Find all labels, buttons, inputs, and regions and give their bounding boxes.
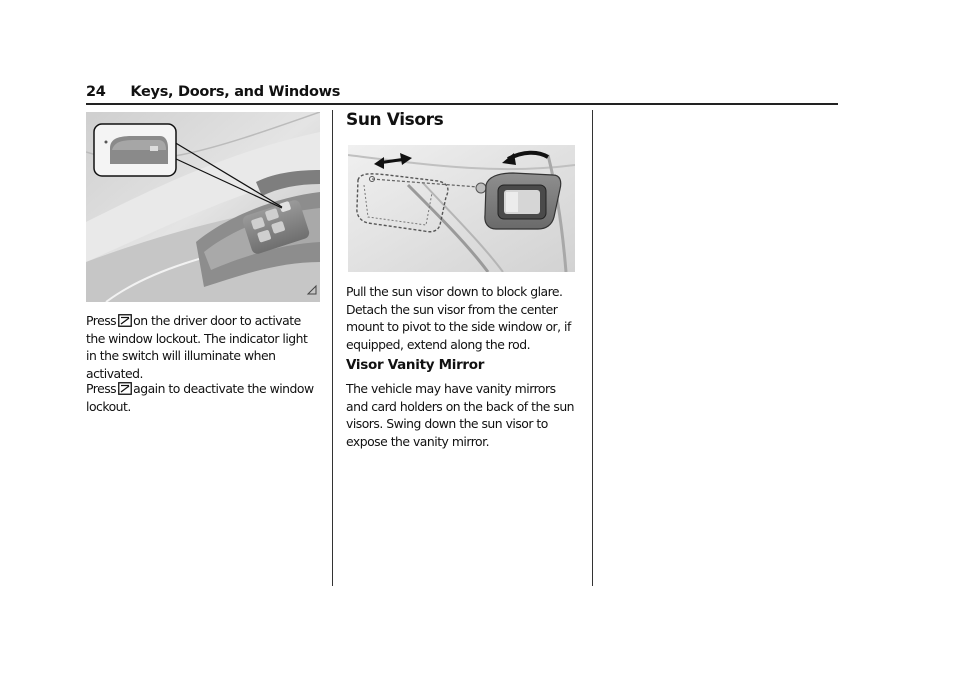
sun-visor-text: Pull the sun visor down to block glare. Detach the sun visor from the center mount to pivot to the side window or, if equipped, extend along the rod.	[346, 284, 571, 352]
deactivate-text: again to deactivate the window lockout.	[86, 381, 314, 414]
vanity-mirror-paragraph	[346, 380, 580, 450]
activate-text: on the driver door to activate the window lockout. The indicator light in the switch will illuminate when activated.	[86, 313, 308, 381]
sun-visors-heading: Sun Visors	[346, 110, 444, 130]
lockout-deactivate-paragraph	[86, 380, 320, 415]
column-divider	[332, 110, 333, 586]
sun-visor-illustration	[348, 145, 575, 272]
lockout-activate-paragraph	[86, 312, 320, 382]
column-divider	[592, 110, 593, 586]
header-rule	[86, 103, 838, 105]
window-lockout-icon	[118, 314, 132, 327]
page-header	[86, 84, 340, 100]
section-title: Keys, Doors, and Windows	[130, 84, 341, 100]
press-word: Press	[86, 381, 117, 396]
page-number: 24	[86, 84, 106, 100]
sun-visor-paragraph	[346, 283, 580, 353]
visor-vanity-mirror-heading: Visor Vanity Mirror	[346, 357, 485, 373]
press-word: Press	[86, 313, 117, 328]
vanity-mirror-text: The vehicle may have vanity mirrors and card holders on the back of the sun visors. Swing down the sun visor to expose the vanity mirror.	[346, 381, 575, 449]
window-lockout-icon	[118, 382, 132, 395]
door-switch-illustration	[86, 112, 320, 302]
